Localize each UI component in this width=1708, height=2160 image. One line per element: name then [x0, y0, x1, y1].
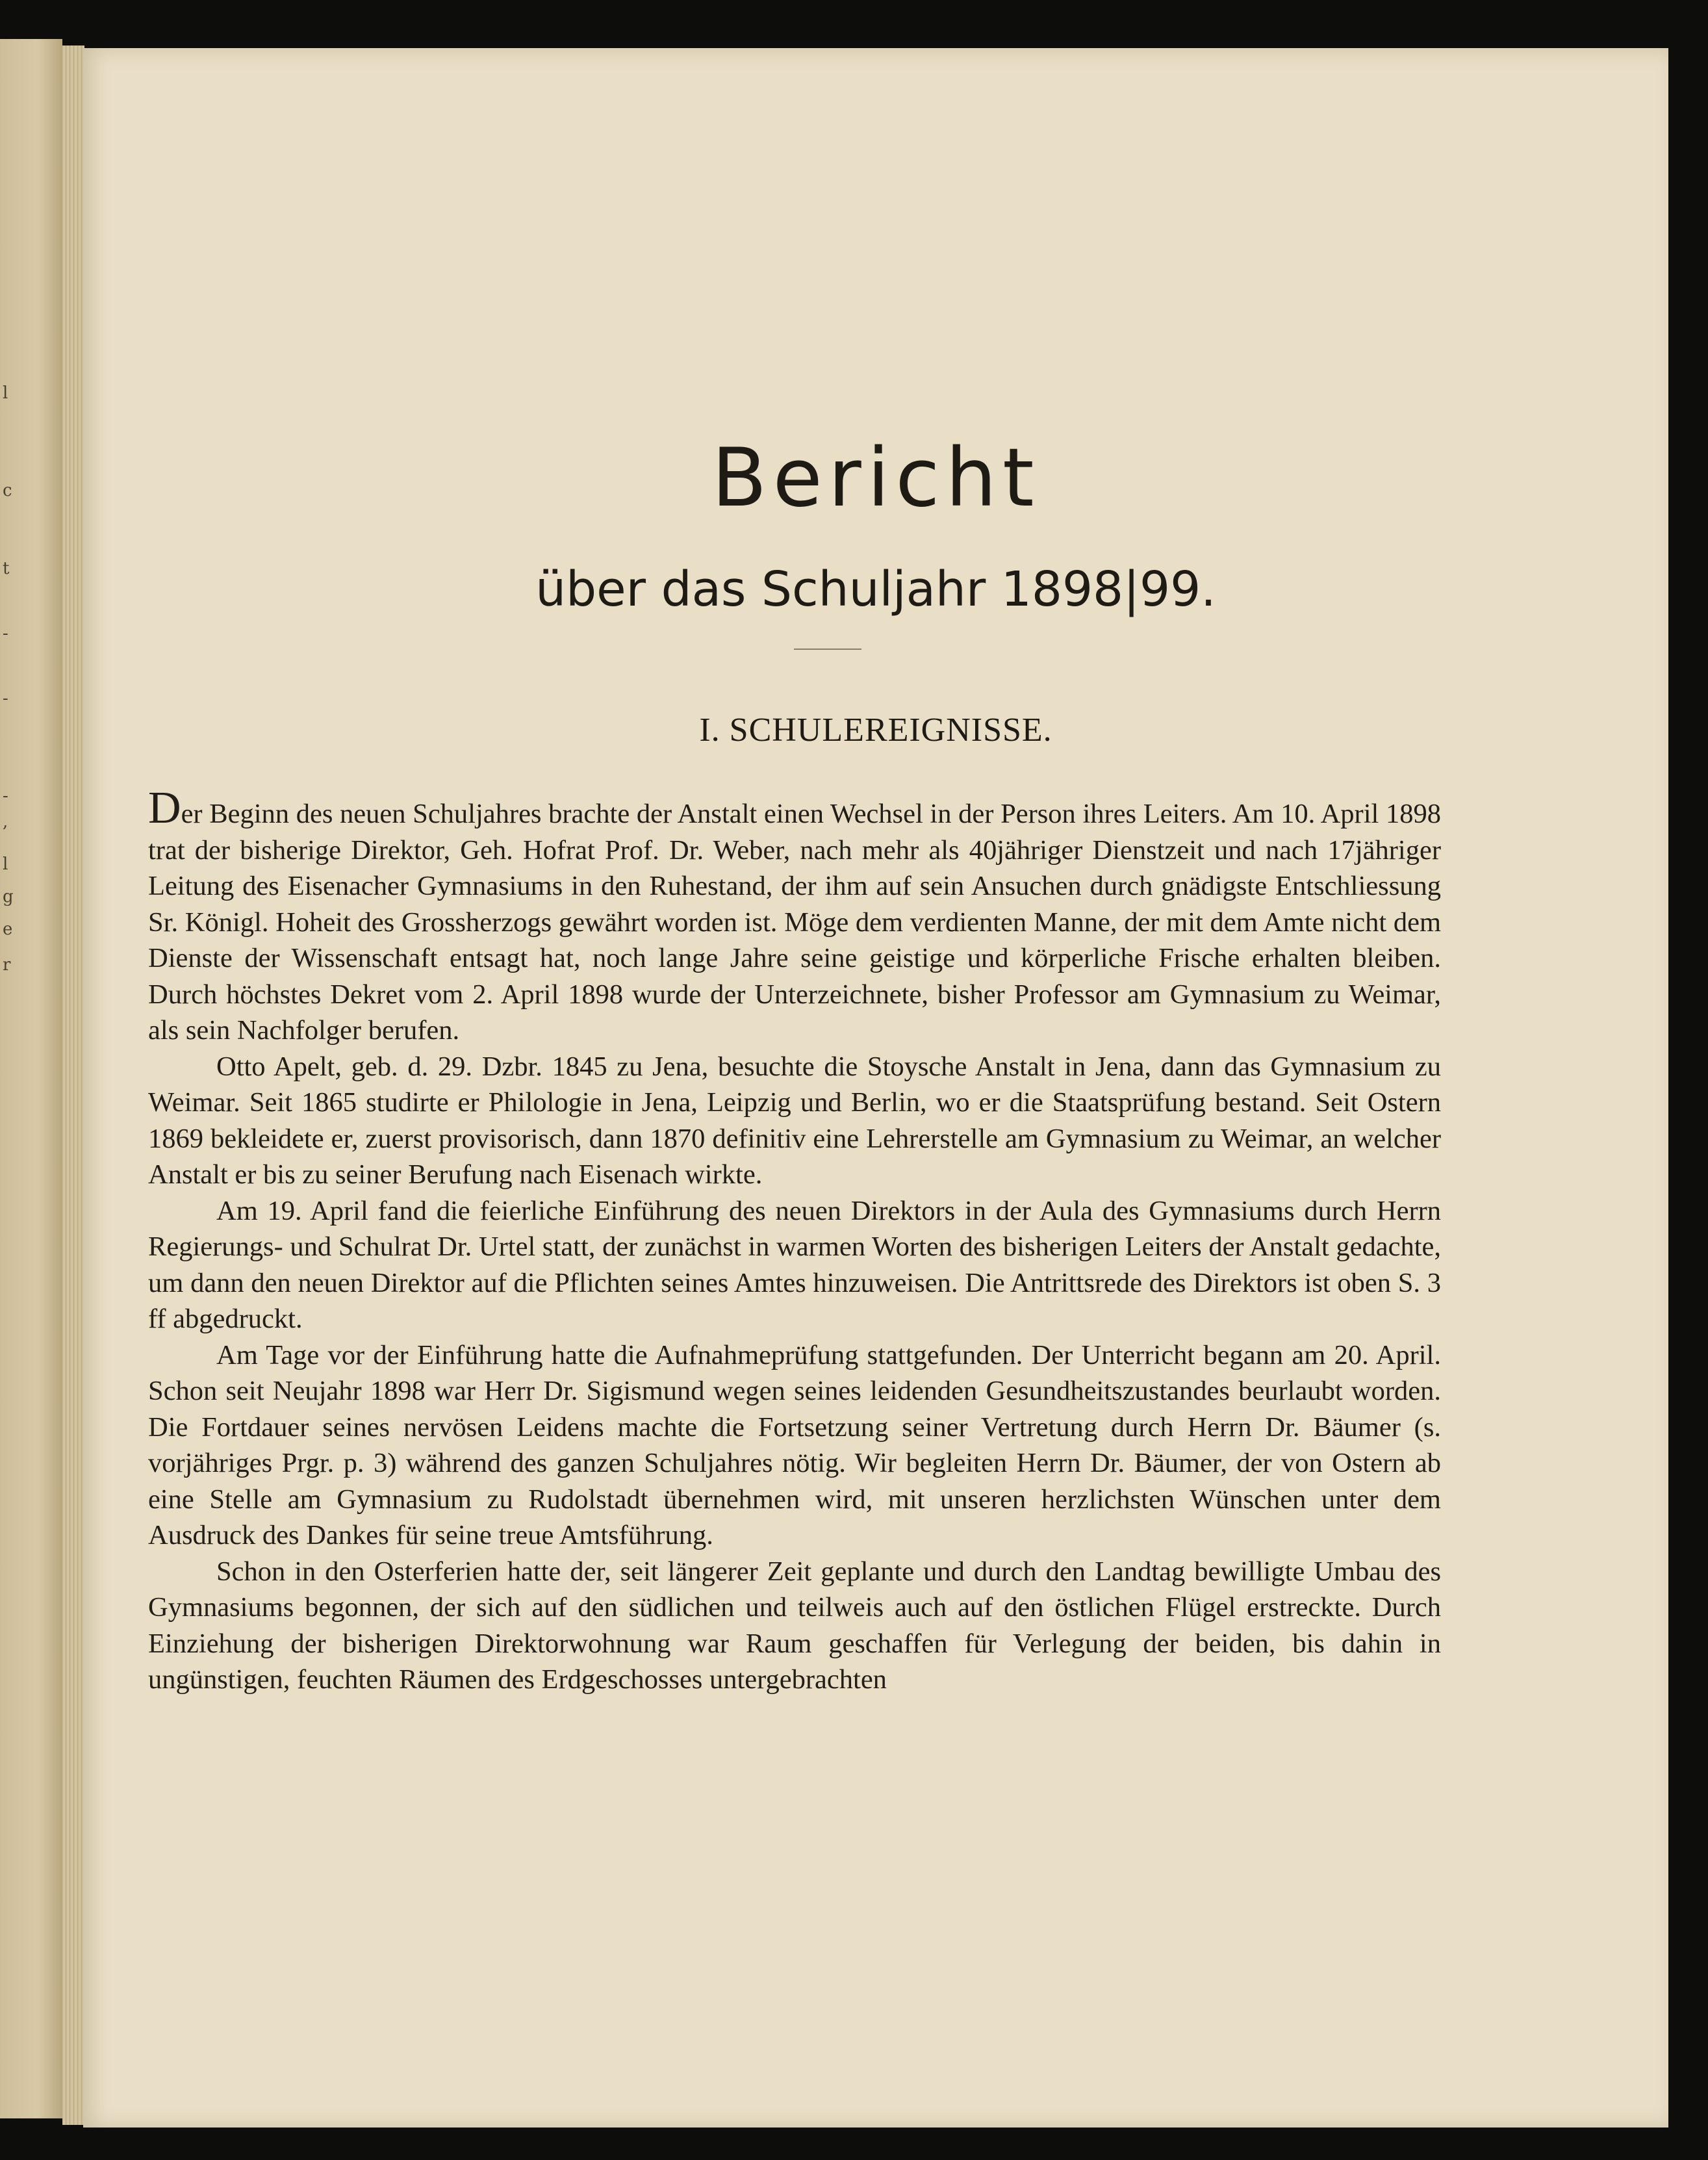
left-fragment: c — [3, 481, 12, 500]
right-page — [83, 48, 1668, 2128]
body-text — [148, 783, 1441, 1698]
page-title: Bericht — [711, 431, 1040, 525]
paragraph — [148, 783, 1441, 1049]
left-fragment: , — [3, 812, 8, 832]
left-fragment: - — [3, 689, 8, 708]
paragraph: Otto Apelt, geb. d. 29. Dzbr. 1845 zu Jena, besuchte die Stoysche Anstalt in Jena, dann das Gymnasium zu Weimar. Seit 1865 studirte er Philologie in Jena, Leipzig und Berlin, wo er die Staatsprüfung bestand. Seit Ostern 1869 bekleidete er, zuerst provisorisch, dann 1870 definitiv eine Lehrerstelle am Gymnasium zu Weimar, an welcher Anstalt er bis zu seiner Berufung nach Eisenach wirkte. — [148, 1051, 1441, 1190]
paragraph: Am 19. April fand die feierliche Einführung des neuen Direktors in der Aula des Gymnasiums durch Herrn Regierungs- und Schulrat Dr. Urtel statt, der zunächst in warmen Worten des bisherigen Leiters der Anstalt gedachte, um dann den neuen Direktor auf die Pflichten seines Amtes hinzuweisen. Die Antrittsrede des Direktors ist oben S. 3 ff abgedruckt. — [148, 1195, 1441, 1334]
paragraph-text: er Beginn des neuen Schuljahres brachte der Anstalt einen Wechsel in der Person ihres Leiters. Am 10. April 1898 trat der bisherige Direktor, Geh. Hofrat Prof. Dr. Weber, nach mehr als 40jähriger Dienstzeit und nach 17jähriger Leitung des Eisenacher Gymnasiums in den Ruhestand, der ihm auf sein Ansuchen durch gnädigste Entschliessung Sr. Königl. Hoheit des Grossherzogs gewährt worden ist. Möge dem verdienten Manne, der mit dem Amte nicht dem Dienste der Wissenschaft entsagt hat, noch lange Jahre seine geistige und körperliche Frische erhalten bleiben. Durch höchstes Dekret vom 2. April 1898 wurde der Unterzeichnete, bisher Professor am Gymnasium zu Weimar, als sein Nachfolger berufen. — [148, 799, 1441, 1046]
title-divider — [794, 649, 861, 650]
left-fragment: g — [3, 887, 14, 906]
left-fragment: - — [3, 624, 8, 643]
left-fragment: e — [3, 919, 13, 939]
left-fragment: l — [3, 855, 8, 874]
page-subtitle: über das Schuljahr 1898|99. — [535, 561, 1216, 617]
paragraph: Schon in den Osterferien hatte der, seit längerer Zeit geplante und durch den Landtag bewilligte Umbau des Gymnasiums begonnen, der sich auf den südlichen und teilweis auch auf den östlichen Flügel erstreckte. Durch Einziehung der bisherigen Direktorwohnung war Raum geschaffen für Verlegung der beiden, bis dahin in ungünstigen, feuchten Räumen des Erdgeschosses untergebrachten — [148, 1556, 1441, 1695]
left-page-text-fragments — [0, 39, 26, 2118]
left-fragment: - — [3, 786, 8, 806]
left-page-edge — [0, 39, 62, 2118]
drop-cap: D — [148, 783, 181, 833]
left-fragment: r — [3, 955, 11, 975]
left-fragment: t — [3, 559, 10, 578]
left-fragment: l — [3, 383, 8, 403]
paragraph: Am Tage vor der Einführung hatte die Aufnahmeprüfung stattgefunden. Der Unterricht begann am 20. April. Schon seit Neujahr 1898 war Herr Dr. Sigismund wegen seines leidenden Gesundheitszustandes beurlaubt worden. Die Fortdauer seines nervösen Leidens machte die Fortsetzung seiner Vertretung durch Herrn Dr. Bäumer (s. vorjähriges Prgr. p. 3) während des ganzen Schuljahres nötig. Wir begleiten Herrn Dr. Bäumer, der von Ostern ab eine Stelle am Gymnasium zu Rudolstadt übernehmen wird, mit unseren herzlichsten Wünschen unter dem Ausdruck des Dankes für seine treue Amtsführung. — [148, 1339, 1441, 1550]
page-stack-edge — [62, 45, 84, 2125]
section-heading: I. SCHULEREIGNISSE. — [699, 712, 1052, 749]
